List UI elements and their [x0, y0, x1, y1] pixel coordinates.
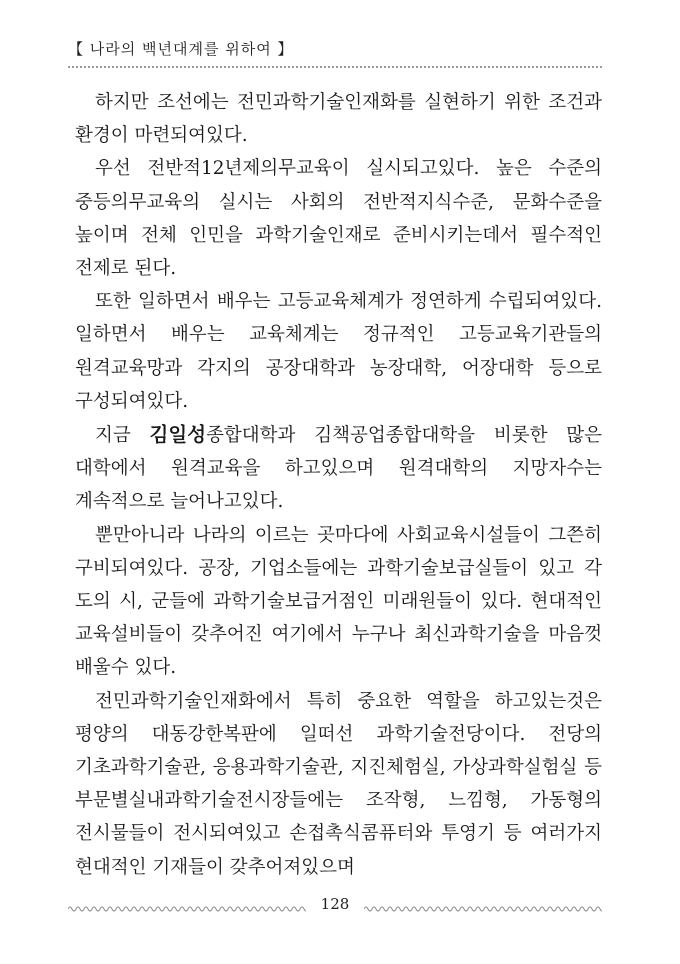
page-footer — [68, 893, 602, 923]
running-header: 【 나라의 백년대계를 위하여 】 — [68, 40, 294, 58]
emphasized-name: 김일성 — [149, 423, 207, 447]
paragraph: 하지만 조선에는 전민과학기술인재화를 실현하기 위한 조건과 환경이 마련되여있다. — [75, 92, 602, 147]
paragraph — [75, 418, 602, 519]
body-text — [75, 86, 602, 884]
paragraph: 또한 일하면서 배우는 고등교육체계가 정연하게 수립되여있다. 일하면서 배우는 교육체계는 정규적인 고등교육기관들의 원격교육망과 각지의 공장대학과 농장대학, 어장대학 등으로 구성되여있다. — [75, 291, 602, 412]
paragraph-rest: 종합대학과 김책공업종합대학을 비롯한 많은 대학에서 원격교육을 하고있으며 원격대학의 지망자수는 계속적으로 늘어나고있다. — [75, 425, 602, 513]
paragraph: 뿐만아니라 나라의 이르는 곳마다에 사회교육시설들이 그쯘히 구비되여있다. 공장, 기업소들에는 과학기술보급실들이 있고 각 도의 시, 군들에 과학기술보급거점인 미래원들이 있다. 현대적인 교육설비들이 갖추어진 여기에서 누구나 최신과학기술을 마음껏 배울수 있다. — [75, 524, 602, 679]
paragraph-prefix: 지금 — [95, 425, 150, 447]
paragraph: 전민과학기술인재화에서 특히 중요한 역할을 하고있는것은 평양의 대동강한복판에 일떠선 과학기술전당이다. 전당의 기초과학기술관, 응용과학기술관, 지진체험실, 가상과학실험실 등 부문별실내과학기술전시장들에는 조작형, 느낌형, 가동형의 전시물들이 전시되여있고 손접촉식콤퓨터와 투영기 등 여러가지 현대적인 기재들이 갖추어져있으며 — [75, 690, 602, 878]
paragraph: 우선 전반적12년제의무교육이 실시되고있다. 높은 수준의 중등의무교육의 실시는 사회의 전반적지식수준, 문화수준을 높이며 전체 인민을 과학기술인재로 준비시키는데서 필수적인 전제로 된다. — [75, 158, 602, 280]
header-divider — [68, 66, 602, 68]
footer-ornament-right — [364, 905, 602, 913]
page-number: 128 — [320, 895, 350, 913]
